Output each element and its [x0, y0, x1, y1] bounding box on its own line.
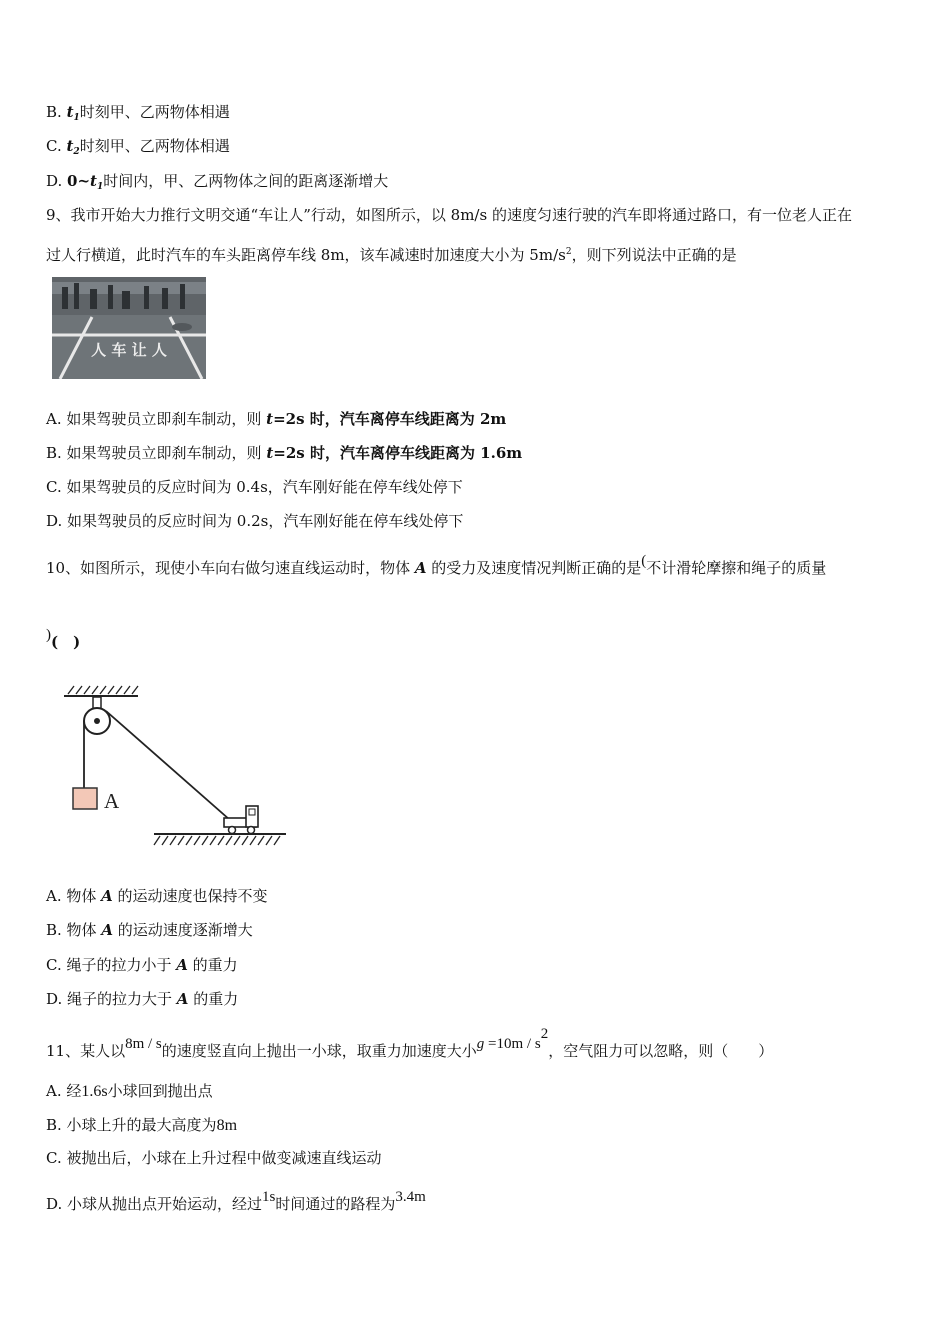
q10-option-a: A. 物体 A 的运动速度也保持不变 [46, 887, 268, 905]
pulley-car-figure [58, 680, 294, 852]
q9-option-b: B. 如果驾驶员立即刹车制动，则 t=2s 时，汽车离停车线距离为 1.6m [46, 444, 523, 462]
q10-option-d: D. 绳子的拉力大于 A 的重力 [46, 990, 239, 1008]
q9-stem-line1: 9、我市开始大力推行文明交通“车让人”行动，如图所示，以 8m/s 的速度匀速行驶的汽车即将通过路口，有一位老人正在 [46, 206, 852, 224]
crosswalk-road-text: 人 车 让 人 [91, 341, 167, 359]
q10-option-c: C. 绳子的拉力小于 A 的重力 [46, 956, 238, 974]
block-a [73, 788, 97, 809]
q11-option-c: C. 被抛出后，小球在上升过程中做变减速直线运动 [46, 1149, 382, 1167]
q9-option-a: A. 如果驾驶员立即刹车制动，则 t=2s 时，汽车离停车线距离为 2m [46, 410, 507, 428]
q10-stem-line2: )( ) [46, 627, 81, 651]
q8-option-c: C. $t_2$时刻甲、乙两物体相遇 [46, 137, 230, 157]
q9-option-c: C. 如果驾驶员的反应时间为 0.4s，汽车刚好能在停车线处停下 [46, 478, 463, 496]
pulley-car-diagram [58, 680, 294, 852]
q8-option-d: D. $0\sim t_1$时间内，甲、乙两物体之间的距离逐渐增大 [46, 172, 389, 192]
q11-stem: 11、某人以8m / s的速度竖直向上抛出一小球，取重力加速度大小g =10m / s2，空气阻力可以忽略，则（ ） [46, 1026, 774, 1060]
crosswalk-photo [52, 277, 206, 379]
q9-option-d: D. 如果驾驶员的反应时间为 0.2s，汽车刚好能在停车线处停下 [46, 512, 464, 530]
block-a-label: A [104, 789, 120, 813]
q11-option-a: A. 经1.6s小球回到抛出点 [46, 1082, 213, 1100]
q10-option-b: B. 物体 A 的运动速度逐渐增大 [46, 921, 253, 939]
q9-stem-line2: 过人行横道，此时汽车的车头距离停车线 8m，该车减速时加速度大小为 $5m/s^2$，则下列说法中正确的是 [46, 246, 737, 264]
crosswalk-photo-graphic [52, 277, 206, 379]
q11-option-b: B. 小球上升的最大高度为8m [46, 1116, 238, 1134]
q8-option-b: B. $t_1$时刻甲、乙两物体相遇 [46, 103, 230, 123]
q10-stem-line1: 10、如图所示，现使小车向右做匀速直线运动时，物体 A 的受力及速度情况判断正确的是(不计滑轮摩擦和绳子的质量 [46, 553, 827, 577]
q11-option-d: D. 小球从抛出点开始运动，经过1s时间通过的路程为3.4m [46, 1189, 426, 1213]
